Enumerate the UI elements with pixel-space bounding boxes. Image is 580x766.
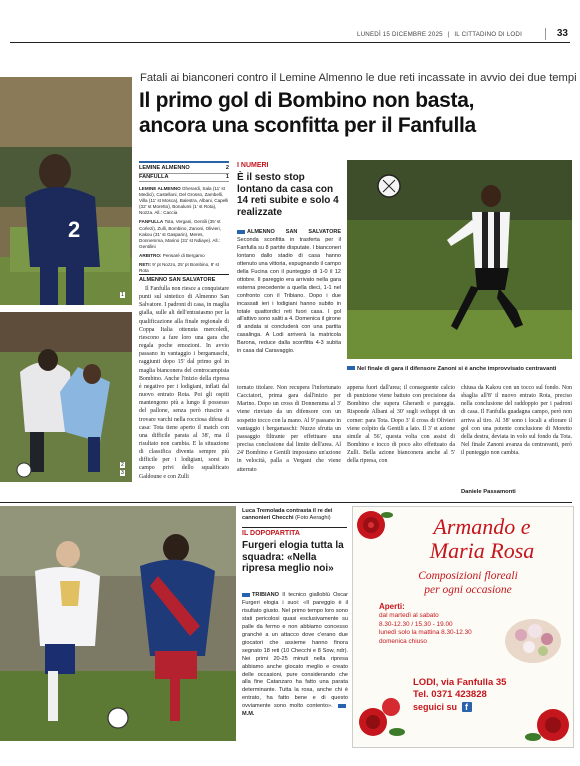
postgame-square-icon [242, 593, 250, 597]
photo-2 [0, 312, 132, 482]
svg-text:2: 2 [68, 217, 81, 242]
scoreboard [139, 165, 229, 182]
article-col-3: appena fuori dall'area; il conseguente calcio di punizione viene battuto con precisione da Bombino che supera Gherardi e pareggia. Risponde Albani al 30' sugli sviluppi di un corner: para Tota. Dopo 3' il cross di Olivieri viene colpito da Gentili a lato. Il 3' st azione simile al 56', questa volta con assist di Bombino e tocco di poco alto effettuato da Zulli. Bella azione bianconera anche al 5' della ripresa, con [347, 385, 455, 465]
ad-name-line-2: Maria Rosa [429, 538, 535, 563]
referee-label: ARBITRO: [139, 252, 162, 258]
postgame-text [242, 592, 348, 750]
photo-player [347, 160, 572, 359]
goals: 9' pt Nozzo, 25' pt Bombino, 8' st Rota [139, 262, 220, 274]
ad-hours-1: dal martedì al sabato [379, 611, 439, 619]
postgame-end-square-icon [338, 704, 346, 708]
score-home: 2 [225, 165, 229, 171]
article-dateline: ALMENNO SAN SALVATORE [139, 277, 216, 283]
photo-1-number: 1 [121, 292, 124, 298]
article-col-4: chiusa da Kakou con un tocco sul fondo. Non sbaglia all'8' il nuovo entrato Rota, preciso nella conclusione del raddoppio per i padroni di casa. Il Fanfulla guadagna campo, però non arriva al tiro. Al 38' sono i locali a sfiorare il gol con una potente conclusione di Moretto della destra, deviata in volo sul fondo da Tota. Nel finale Zanoni avanza da centravanti, però il punteggio non cambia. [461, 385, 572, 457]
article-col-1: Il Fanfulla non riesce a conquistare punti sul sintetico di Almenno San Salvatore. I padroni di casa, in maglia gialla, sulle ali dell'entusiasmo per la qualificazione alla finale regionale di Coppa Italia ottenuta mercoledì, riescono a fare loro una gara che regala poche emozioni. In avvio passano in vantaggio i bergamaschi, raggiunti dopo 15' dal primo gol in maglia bianconera del centrocampista Bombino. Anche l'inizio della ripresa è negativo per i lodigiani, inflati dal nuovo entrato Rota. Poi gli ospiti mantengono più a lungo il possesso del pallone, senza però riuscire a trovare varchi nella rocciosa difesa di casa: Tota tiene aperto il match con una difficile parata al 38', ma il risultato non cambia. E la situazione di classifica diventa sempre più difficile per i lodigiani, sorsi in campo privi dello squalificato Galdoune e con Zulli [139, 286, 229, 480]
ad-name [397, 515, 567, 563]
flower-bouquet-icon [503, 611, 563, 666]
col1-rule [139, 274, 229, 275]
referee: Pensarè di Bergamo [162, 252, 205, 258]
score-away: 1 [225, 173, 229, 180]
page-number: 33 [545, 28, 568, 40]
lineups [139, 186, 229, 274]
ad-hours-3: lunedì solo la mattina 8.30-12.30 [379, 629, 472, 637]
ad-hours-2: 8.30-12.30 / 15.30 - 19.00 [379, 620, 453, 628]
article-col-2: tornato titolare. Non recupera l'infortunato Cacciatori, prima gara dall'inizio per Marino. Dopo un cross di Donnemma al 3' viene rinviato da un difensore con un sospetto tocco con la mano. Al 9' passano in vantaggio i bergamaschi: Nuzzo sfrutta un passaggio filtrante per effettuare una precisa conclusione dal limite dell'area. Al 24' Bombino e Gentili impostano un'azione in velocità, palla a Vergani che viene atterrato [237, 385, 341, 473]
ad-phone: Tel. 0371 423828 [413, 689, 487, 700]
ad-name-line-1: Armando e [433, 514, 531, 539]
numbers-text [237, 229, 341, 389]
lineup-away: Tota, Vergani, Gentili (35' st Corlezi), Zulli, Bombino, Zanoni, Olivieri, Kakou (31' st Gasparin), Meres, Donnemma, Marino (31' st Ndiaye). All.: Gentilini [139, 219, 221, 249]
ad-address: LODI, via Fanfulla 35 [413, 677, 507, 688]
article-author: Daniele Passamonti [461, 489, 516, 495]
photo-2-number: 2 [121, 462, 124, 468]
header-rule [10, 42, 570, 43]
postgame-body: Il tecnico gialloblù Oscar Furgeri elogia i suoi: «Il pareggio è il risultato giusto. Nel primo tempo loro sono stati pericolosi quasi esclusivamente su palle da fermo e non abbiamo concesso granché a un attacco dove c'erano due giocatori che assieme hanno finora segnato 18 reti (10 Checchi e 8 Sow, ndr). Nei primi 20-25 minuti nella ripresa abbiamo anche giocato meglio e creato delle occasioni, pure considerando che alla fine Catanzaro ha fatto una parata determinante. Tutta la rosa, anche chi è entrato, ha fatto bene e di questo ovviamente sono molto contento». [242, 592, 348, 710]
article-kicker: Fatali ai bianconeri contro il Lemine Almenno le due reti incassate in avvio dei due tempi [140, 72, 577, 84]
numbers-kicker: I NUMERI [237, 162, 269, 169]
score-home-team: LEMINE ALMENNO [139, 165, 190, 171]
headline-line-2: ancora una sconfitta per il Fanfulla [139, 114, 476, 137]
headline [139, 88, 579, 138]
lineup-home-label: LEMINE ALMENNO [139, 186, 181, 191]
caption-duel [242, 508, 352, 522]
score-away-team: FANFULLA [139, 173, 169, 180]
caption-player-text: Nel finale di gara il difensore Zanoni si è anche improvvisato centravanti [357, 366, 557, 372]
rose-corner-icon [525, 697, 573, 747]
ad-social-text: seguici su [413, 702, 458, 712]
caption-square-icon [347, 366, 355, 370]
ad-tagline-1: Composizioni floreali [418, 570, 518, 582]
postgame-rule [242, 527, 347, 528]
ad-hours [379, 603, 509, 647]
header-date-line: LUNEDÌ 15 DICEMBRE 2025 | IL CITTADINO DI LODI [356, 31, 522, 38]
lineup-away-label: FANFULLA [139, 219, 164, 225]
rose-bouquet-icon [353, 677, 409, 747]
ad-hours-4: domenica chiuso [379, 638, 427, 646]
florist-ad [352, 506, 574, 748]
postgame-kicker: IL DOPOPARTITA [242, 530, 300, 537]
scoreboard-rule [139, 161, 229, 163]
headline-line-1: Il primo gol di Bombino non basta, [139, 89, 475, 112]
section-rule [0, 502, 572, 503]
lineup-home: Gherardi, Sala (11' st Medici), Castellani, Del Grosso, Zambelli, Villa (11' st Mosca), Balestra, Albani, Capelli (32' st Moretto), Bonalumi (1' st Rota), Nozza. All.: Caccia [139, 186, 229, 216]
header-date: LUNEDÌ 15 DICEMBRE 2025 [356, 31, 443, 38]
photo-duel [0, 506, 236, 741]
rose-icon [353, 507, 393, 547]
numbers-title: È il sesto stop lontano da casa con 14 reti subite e solo 4 realizzate [237, 172, 339, 218]
caption-player [347, 366, 572, 372]
facebook-icon[interactable]: f [462, 702, 472, 712]
ad-tagline-2: per ogni occasione [424, 584, 512, 596]
numbers-dateline: ALMENNO SAN SALVATORE [247, 229, 341, 235]
goals-label: RETI: [139, 262, 151, 268]
photo-3-number: 3 [121, 470, 124, 476]
postgame-author: M.M. [242, 711, 255, 718]
postgame-dateline: TRIBIANO [252, 592, 280, 598]
caption-duel-credit: (Foto Aeraghi) [295, 515, 331, 522]
numbers-body: Seconda sconfitta in trasferta per il Fanfulla su 8 partite disputate. I bianconeri lontano dallo stadio di casa hanno ottenuto una vittoria, espugnando il campo della Fucina con il punteggio di 1-0 il 12 ottobre. Il pareggio era arrivato nella gara esterna precedente a quella dieci, 1-1 nel confronto con il Tribiano. Dopo i due incassati ieri i lodigiani hanno subito in totale quattordici reti fuori casa. I gol all'attivo sono saliti a 4. Domenica il girone di andata si concluderà con una partita casalinga. A Lodi arriverà la matricola Barona, reduce dalla sconfitta 4-3 subita in casa dal Caravaggio. [237, 236, 341, 355]
caption-duel-title: Luca Tremolada contrasta il re dei cannonieri Checchi [242, 508, 333, 522]
postgame-title: Furgeri elogia tutta la squadra: «Nella ripresa meglio noi» [242, 540, 344, 574]
header-paper: IL CITTADINO DI LODI [454, 31, 522, 38]
ad-tagline [373, 569, 563, 597]
ad-hours-title: Aperti: [379, 602, 405, 611]
blue-square-icon [237, 230, 245, 234]
photo-1 [0, 77, 132, 305]
